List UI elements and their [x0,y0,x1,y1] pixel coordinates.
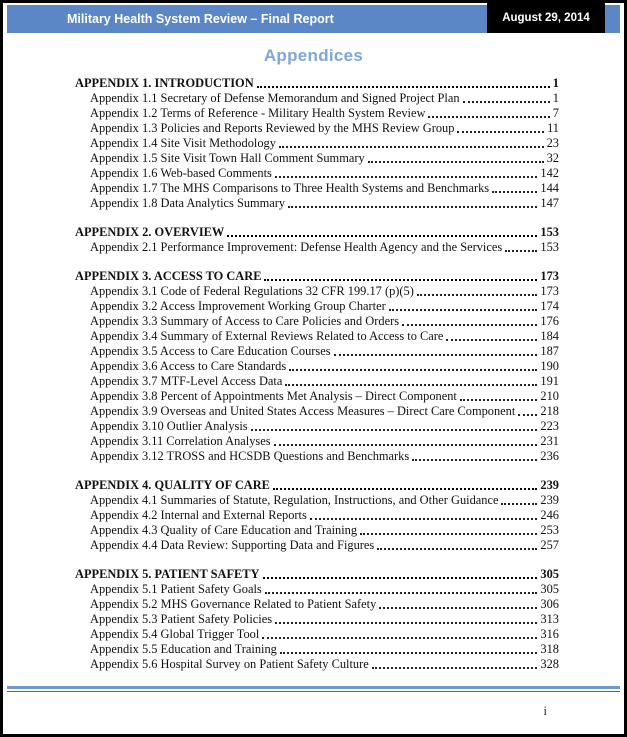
dot-leader [224,225,540,240]
toc-entry-row[interactable] [75,344,559,359]
toc-entry-row[interactable] [75,657,559,672]
appendices-title: Appendices [263,46,364,65]
toc-page-number: 176 [540,314,559,328]
toc-entry-row[interactable] [75,582,559,597]
dot-leader [460,91,553,106]
toc-heading-row[interactable] [75,269,559,284]
dot-leader [409,449,540,464]
dot-leader [271,434,541,449]
toc-page-number: 153 [540,240,559,254]
toc-page-number: 184 [540,329,559,343]
dot-leader [262,582,541,597]
dot-leader [515,404,540,419]
toc-page-number: 246 [540,508,559,522]
toc-entry-row[interactable] [75,240,559,255]
toc-section [75,269,559,464]
toc-item-label: Appendix 5.2 MHS Governance Related to Patient Safety [90,597,377,611]
toc-entry-row[interactable] [75,314,559,329]
toc-page-number: 316 [540,627,559,641]
toc-item-label: Appendix 3.6 Access to Care Standards [90,359,287,373]
toc-page-number: 23 [546,136,559,150]
toc-entry-row[interactable] [75,106,559,121]
toc-entry-row[interactable] [75,136,559,151]
dot-leader [272,612,540,627]
toc-page-number: 231 [540,434,559,448]
toc-heading-row[interactable] [75,478,559,493]
toc-item-label: Appendix 1.6 Web-based Comments [90,166,272,180]
toc-item-label: Appendix 5.4 Global Trigger Tool [90,627,260,641]
toc-page-number: 223 [540,419,559,433]
toc-item-label: Appendix 3.1 Code of Federal Regulations 32 CFR 199.17 (p)(5) [90,284,414,298]
toc-page-number: 174 [540,299,559,313]
toc-item-label: Appendix 4.1 Summaries of Statute, Regulation, Instructions, and Other Guidance [90,493,499,507]
dot-leader [376,597,540,612]
toc-item-label: Appendix 3.2 Access Improvement Working Group Charter [90,299,386,313]
toc-entry-row[interactable] [75,538,559,553]
toc-page-number: 144 [540,181,559,195]
dot-leader [261,269,540,284]
toc-page-number: 7 [552,106,559,120]
toc-page-number: 253 [540,523,559,537]
toc-section [75,76,559,211]
dot-leader [254,76,553,91]
toc-entry-row[interactable] [75,419,559,434]
toc-item-label: Appendix 5.1 Patient Safety Goals [90,582,262,596]
toc-page-number: 218 [540,404,559,418]
toc-page-number: 257 [540,538,559,552]
toc-item-label: Appendix 1.2 Terms of Reference - Military Health System Review [90,106,426,120]
toc-item-label: Appendix 2.1 Performance Improvement: Defense Health Agency and the Services [90,240,503,254]
toc-entry-row[interactable] [75,434,559,449]
dot-leader [399,314,540,329]
toc-entry-row[interactable] [75,597,559,612]
toc-page-number: 305 [540,582,559,596]
toc-item-label: Appendix 3.11 Correlation Analyses [90,434,271,448]
toc-item-label: APPENDIX 3. ACCESS TO CARE [75,269,262,283]
toc-item-label: APPENDIX 1. INTRODUCTION [75,76,254,90]
dot-leader [357,523,540,538]
toc-entry-row[interactable] [75,121,559,136]
dot-leader [276,136,547,151]
toc-item-label: Appendix 1.7 The MHS Comparisons to Three Health Systems and Benchmarks [90,181,490,195]
toc-item-label: Appendix 3.12 TROSS and HCSDB Questions and Benchmarks [90,449,410,463]
toc-entry-row[interactable] [75,523,559,538]
report-title: Military Health System Review – Final Report [67,12,334,26]
toc-page-number: 306 [540,597,559,611]
toc-page-number: 173 [540,284,559,298]
footer-divider [7,686,620,692]
dot-leader [489,181,540,196]
toc-entry-row[interactable] [75,642,559,657]
dot-leader [498,493,540,508]
toc-entry-row[interactable] [75,91,559,106]
toc-page-number: 173 [540,269,559,283]
dot-leader [270,478,540,493]
toc-page-number: 239 [540,493,559,507]
dot-leader [285,196,540,211]
toc-page-number: 1 [552,91,559,105]
toc-entry-row[interactable] [75,359,559,374]
toc-item-label: Appendix 3.8 Percent of Appointments Met Analysis – Direct Component [90,389,457,403]
toc-item-label: Appendix 3.10 Outlier Analysis [90,419,248,433]
toc-item-label: Appendix 5.3 Patient Safety Policies [90,612,273,626]
dot-leader [307,508,541,523]
table-of-contents [3,66,624,672]
report-date-text: August 29, 2014 [502,12,590,24]
dot-leader [282,374,540,389]
toc-entry-row[interactable] [75,181,559,196]
toc-page-number: 328 [540,657,559,671]
toc-entry-row[interactable] [75,299,559,314]
toc-item-label: Appendix 1.8 Data Analytics Summary [90,196,286,210]
toc-item-label: Appendix 4.2 Internal and External Reports [90,508,307,522]
toc-item-label: Appendix 3.3 Summary of Access to Care Policies and Orders [90,314,400,328]
toc-item-label: Appendix 1.4 Site Visit Methodology [90,136,276,150]
dot-leader [443,329,540,344]
toc-entry-row[interactable] [75,374,559,389]
toc-entry-row[interactable] [75,612,559,627]
dot-leader [286,359,540,374]
dot-leader [272,166,541,181]
toc-page-number: 32 [546,151,559,165]
toc-item-label: Appendix 1.5 Site Visit Town Hall Comment Summary [90,151,365,165]
toc-item-label: Appendix 3.9 Overseas and United States Access Measures – Direct Care Component [90,404,516,418]
toc-heading-row[interactable] [75,76,559,91]
dot-leader [259,627,540,642]
toc-page-number: 153 [540,225,559,239]
toc-entry-row[interactable] [75,284,559,299]
toc-page-number: 313 [540,612,559,626]
toc-page-number: 191 [540,374,559,388]
toc-page-number: 305 [540,567,559,581]
toc-entry-row[interactable] [75,627,559,642]
toc-item-label: APPENDIX 5. PATIENT SAFETY [75,567,260,581]
dot-leader [374,538,540,553]
toc-heading-row[interactable] [75,567,559,582]
toc-item-label: Appendix 4.3 Quality of Care Education and Training [90,523,358,537]
toc-item-label: Appendix 5.6 Hospital Survey on Patient Safety Culture [90,657,369,671]
toc-entry-row[interactable] [75,508,559,523]
toc-page-number: 1 [552,76,559,90]
toc-item-label: Appendix 3.4 Summary of External Reviews Related to Access to Care [90,329,444,343]
dot-leader [260,567,541,582]
toc-entry-row[interactable] [75,389,559,404]
toc-page-number: 187 [540,344,559,358]
report-header [7,5,620,33]
toc-item-label: Appendix 1.1 Secretary of Defense Memorandum and Signed Project Plan [90,91,460,105]
toc-entry-row[interactable] [75,329,559,344]
toc-section [75,478,559,553]
dot-leader [386,299,541,314]
toc-item-label: Appendix 3.5 Access to Care Education Courses [90,344,331,358]
toc-entry-row[interactable] [75,404,559,419]
toc-section [75,567,559,672]
toc-page-number: 318 [540,642,559,656]
toc-item-label: Appendix 5.5 Education and Training [90,642,277,656]
toc-item-label: APPENDIX 2. OVERVIEW [75,225,225,239]
toc-item-label: Appendix 4.4 Data Review: Supporting Data and Figures [90,538,375,552]
report-date-badge [487,3,605,33]
toc-entry-row[interactable] [75,449,559,464]
toc-item-label: Appendix 3.7 MTF-Level Access Data [90,374,283,388]
toc-entry-row[interactable] [75,166,559,181]
toc-page-number: 239 [540,478,559,492]
dot-leader [414,284,541,299]
dot-leader [248,419,541,434]
toc-page-number: 147 [540,196,559,210]
toc-heading-row[interactable] [75,225,559,240]
page-number-footer: i [543,704,547,718]
toc-entry-row[interactable] [75,151,559,166]
dot-leader [502,240,540,255]
dot-leader [454,121,547,136]
toc-page-number: 11 [547,121,559,135]
dot-leader [331,344,541,359]
toc-entry-row[interactable] [75,493,559,508]
toc-item-label: Appendix 1.3 Policies and Reports Reviewed by the MHS Review Group [90,121,455,135]
dot-leader [365,151,547,166]
dot-leader [369,657,541,672]
dot-leader [277,642,541,657]
toc-item-label: APPENDIX 4. QUALITY OF CARE [75,478,270,492]
toc-page-number: 236 [540,449,559,463]
toc-page-number: 142 [540,166,559,180]
toc-page-number: 210 [540,389,559,403]
toc-entry-row[interactable] [75,196,559,211]
dot-leader [425,106,552,121]
toc-page-number: 190 [540,359,559,373]
dot-leader [457,389,541,404]
toc-section [75,225,559,255]
